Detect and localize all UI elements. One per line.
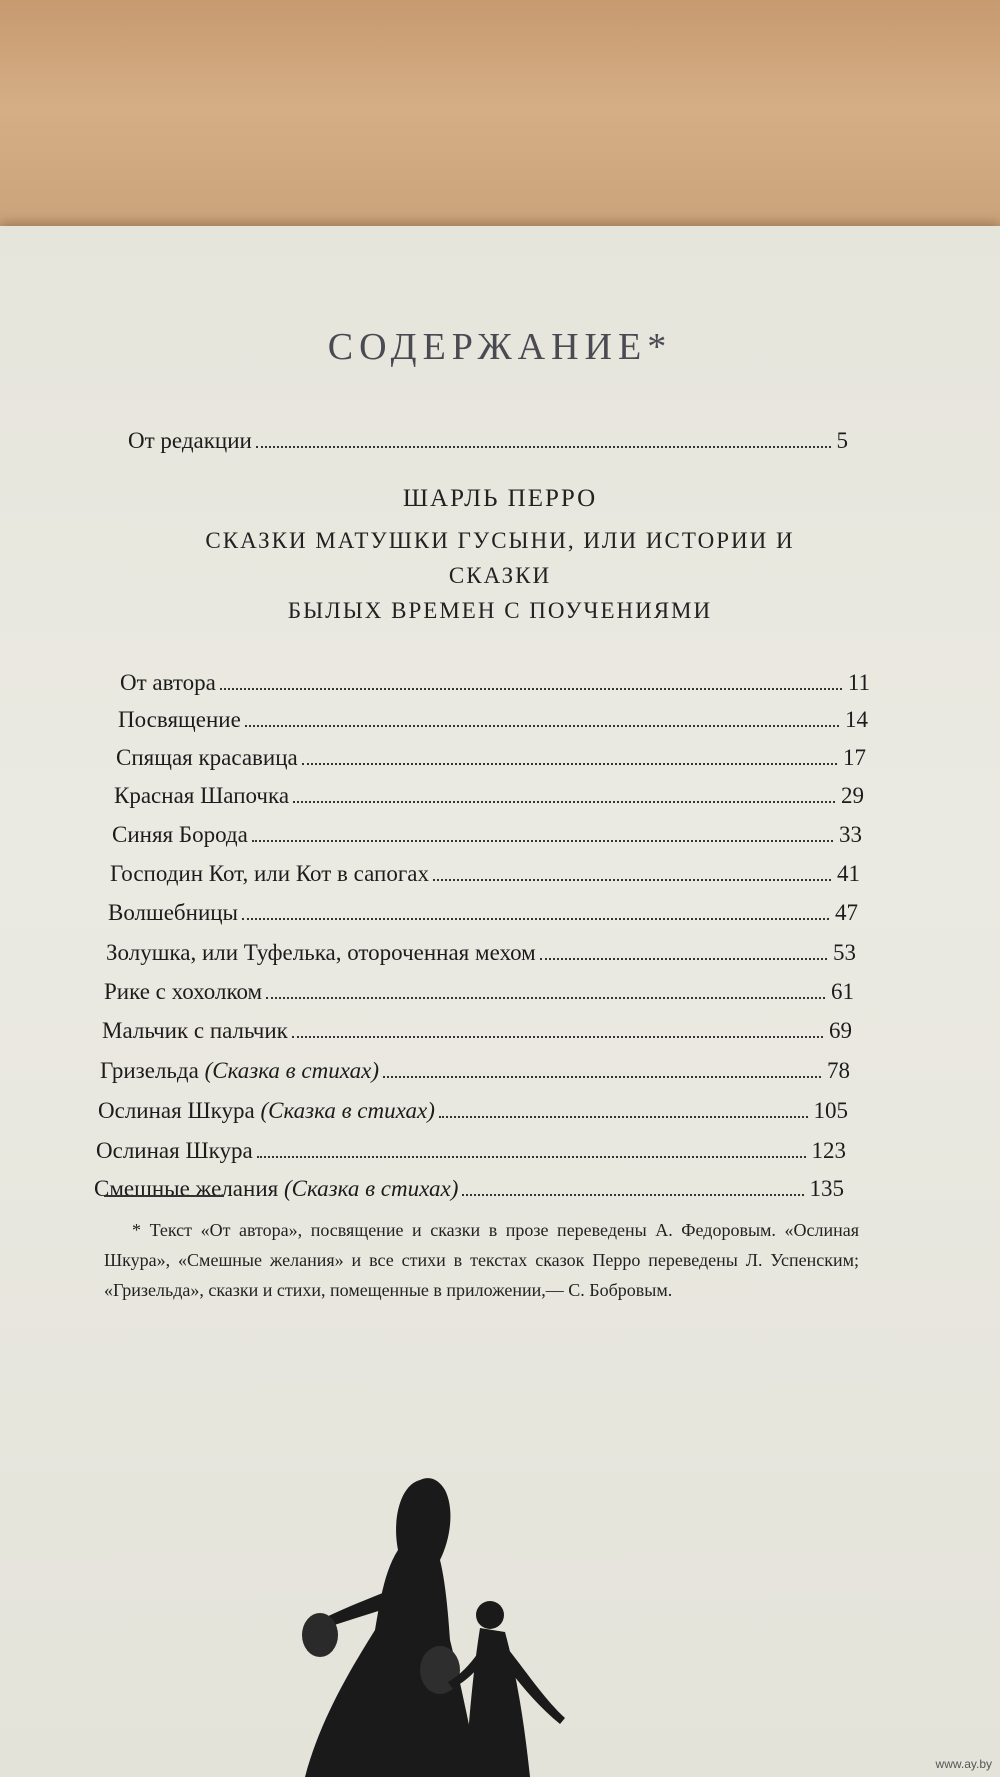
leader-dots xyxy=(266,997,825,999)
leader-dots xyxy=(220,688,842,690)
leader-dots xyxy=(439,1116,808,1118)
toc-entry-page: 105 xyxy=(813,1098,848,1123)
toc-entry-title: Посвящение xyxy=(118,707,241,732)
toc-entry-page: 33 xyxy=(839,822,862,847)
toc-entry-page: 11 xyxy=(847,670,870,695)
toc-entry-label xyxy=(118,707,241,733)
footnote-rule xyxy=(104,1195,224,1197)
toc-entry-note: (Сказка в стихах) xyxy=(260,1098,435,1123)
toc-entry-page: 135 xyxy=(809,1176,844,1201)
toc-entry-page: 41 xyxy=(837,861,860,886)
table-surface xyxy=(0,0,1000,240)
toc-entry-label xyxy=(108,900,238,926)
toc-entry-page: 17 xyxy=(843,745,866,770)
toc-entry-label xyxy=(112,822,248,848)
toc-entry xyxy=(118,707,868,739)
toc-entry-editorial xyxy=(128,428,848,460)
toc-entry-note: (Сказка в стихах) xyxy=(204,1058,379,1083)
toc-entry-page: 61 xyxy=(831,979,854,1004)
toc-entry-title: Ослиная Шкура xyxy=(98,1098,255,1123)
toc-entry-title: Ослиная Шкура xyxy=(96,1138,253,1163)
leader-dots xyxy=(293,801,835,803)
toc-entry-page: 123 xyxy=(811,1138,846,1163)
author-name: ШАРЛЬ ПЕРРО xyxy=(402,485,598,512)
toc-entry-label: От редакции xyxy=(128,428,252,453)
toc-entry-page: 78 xyxy=(827,1058,850,1083)
toc-entry-page: 53 xyxy=(833,940,856,965)
toc-entry xyxy=(114,783,864,815)
toc-entry-page: 14 xyxy=(845,707,868,732)
toc-entry-label xyxy=(114,783,289,809)
toc-entry xyxy=(110,861,860,893)
toc-entry-title: Синяя Борода xyxy=(112,822,248,847)
toc-entry-label xyxy=(94,1176,458,1202)
toc-entry-title: Волшебницы xyxy=(108,900,239,925)
watermark: www.ay.by xyxy=(935,1757,992,1771)
leader-dots xyxy=(292,1036,823,1038)
toc-entry-title: Господин Кот, или Кот в сапогах xyxy=(110,861,429,886)
toc-entry-label xyxy=(116,745,298,771)
toc-entry xyxy=(116,745,866,777)
leader-dots xyxy=(252,840,833,842)
silhouette-illustration xyxy=(280,1460,620,1777)
leader-dots xyxy=(256,446,831,448)
toc-entry-label xyxy=(106,940,536,966)
toc-entry xyxy=(96,1138,846,1170)
toc-entry-label xyxy=(100,1058,379,1084)
toc-entry xyxy=(104,979,854,1011)
toc-entry xyxy=(108,900,858,932)
toc-entry-title: Золушка, или Туфелька, отороченная мехом xyxy=(106,940,536,965)
toc-entry xyxy=(112,822,862,854)
toc-entry-page: 47 xyxy=(835,900,858,925)
leader-dots xyxy=(302,763,837,765)
toc-entry-label xyxy=(120,670,216,696)
leader-dots xyxy=(245,725,839,727)
footnote xyxy=(104,1215,859,1305)
leader-dots xyxy=(433,879,831,881)
toc-heading: СОДЕРЖАНИЕ* xyxy=(327,326,673,368)
toc-entry xyxy=(100,1058,850,1090)
toc-entry-title: От автора xyxy=(120,670,216,695)
book-title-line: СКАЗКИ xyxy=(448,563,552,588)
toc-entry-label xyxy=(104,979,262,1005)
toc-entry-title: Спящая красавица xyxy=(116,745,298,770)
toc-entry-page: 69 xyxy=(829,1018,852,1043)
toc-entry-title: Гризельда xyxy=(100,1058,199,1083)
toc-entry-title: Смешные желания xyxy=(94,1176,279,1201)
toc-entry-label xyxy=(96,1138,253,1164)
leader-dots xyxy=(540,958,827,960)
leader-dots xyxy=(257,1156,806,1158)
toc-entry-title: Рике с хохолком xyxy=(104,979,263,1004)
leader-dots xyxy=(242,918,829,920)
toc-entry-page: 5 xyxy=(836,428,848,453)
leader-dots xyxy=(383,1076,821,1078)
toc-entry-title: Красная Шапочка xyxy=(114,783,290,808)
toc-entry-note: (Сказка в стихах) xyxy=(283,1176,459,1201)
toc-entry-label xyxy=(102,1018,288,1044)
toc-entry xyxy=(94,1176,844,1208)
footnote-text: * Текст «От автора», посвящение и сказки в прозе переведены А. Федоровым. «Ослиная Шкура», «Смешные желания» и все стихи в текстах сказок Перро переведены Л. Успенским; «Гризельда», сказки и стихи, помещенные в приложении,— С. Бобровым. xyxy=(104,1220,859,1300)
toc-entry xyxy=(98,1098,848,1130)
toc-entry xyxy=(106,940,856,972)
toc-entry-page: 29 xyxy=(841,783,864,808)
toc-entry-title: Мальчик с пальчик xyxy=(102,1018,288,1043)
book-title-line: СКАЗКИ МАТУШКИ ГУСЫНИ, ИЛИ ИСТОРИИ И xyxy=(205,528,795,553)
toc-entry xyxy=(120,670,870,702)
toc-entry-label xyxy=(98,1098,435,1124)
toc-entry xyxy=(102,1018,852,1050)
leader-dots xyxy=(462,1194,803,1196)
book-title-line: БЫЛЫХ ВРЕМЕН С ПОУЧЕНИЯМИ xyxy=(287,598,713,623)
toc-entry-label xyxy=(110,861,429,887)
